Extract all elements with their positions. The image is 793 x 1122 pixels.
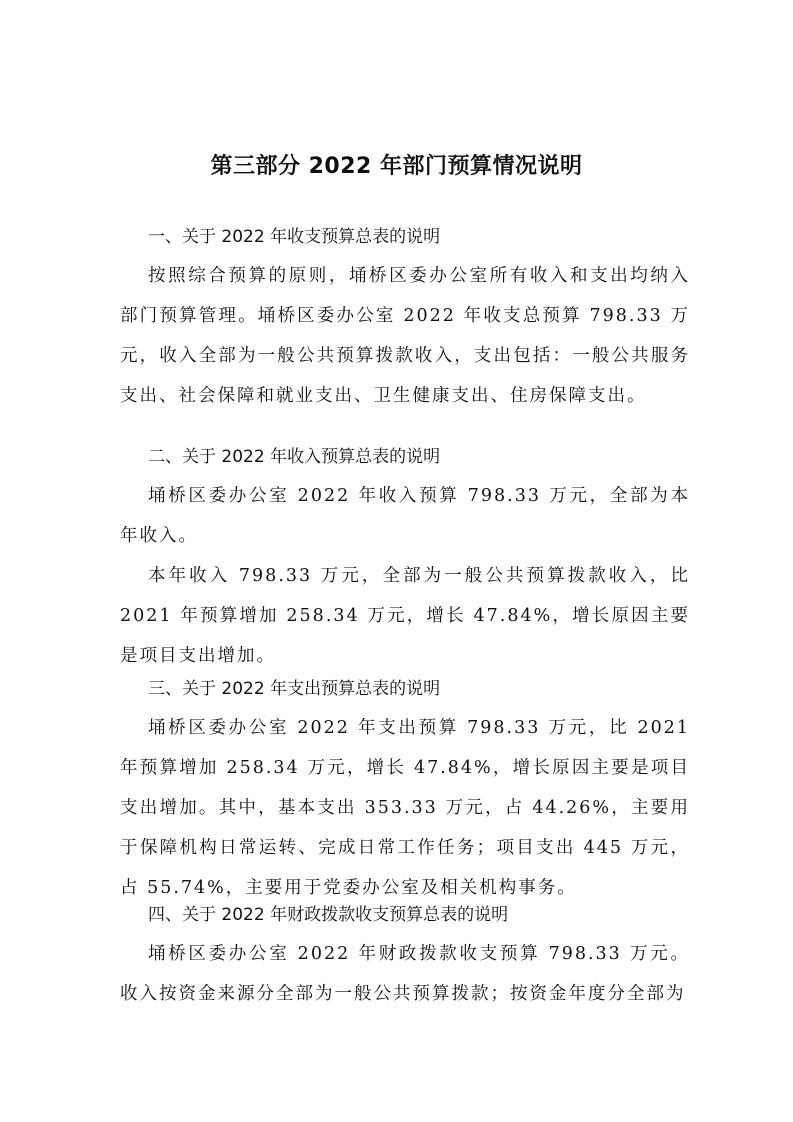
- section-income-summary: [120, 444, 690, 676]
- section-heading: 四、关于 2022 年财政拨款收支预算总表的说明: [148, 905, 509, 925]
- section-paragraph: 埇桥区委办公室 2022 年支出预算 798.33 万元，比 2021 年预算增加 258.34 万元，增长 47.84%，增长原因主要是项目支出增加。其中，基本支出 353.33 万元，占 44.26%，主要用于保障机构日常运转、完成日常工作任务；项目支出 445 万元，占 55.74%，主要用于党委办公室及相关机构事务。: [120, 718, 690, 898]
- section-income-expenditure-summary: [120, 224, 690, 416]
- section-paragraph: 埇桥区委办公室 2022 年财政拨款收支预算 798.33 万元。收入按资金来源分全部为一般公共预算拨款；按资金年度分全部为: [120, 944, 690, 1004]
- section-fiscal-allocation-summary: [120, 902, 690, 1014]
- section-expenditure-summary: [120, 676, 690, 908]
- section-heading: 一、关于 2022 年收支预算总表的说明: [148, 227, 441, 247]
- section-heading: 三、关于 2022 年支出预算总表的说明: [148, 679, 441, 699]
- section-paragraph: 本年收入 798.33 万元，全部为一般公共预算拨款收入，比 2021 年预算增加 258.34 万元，增长 47.84%，增长原因主要是项目支出增加。: [120, 566, 690, 666]
- section-heading: 二、关于 2022 年收入预算总表的说明: [148, 447, 441, 467]
- page-title: 第三部分 2022 年部门预算情况说明: [210, 154, 583, 179]
- section-paragraph: 埇桥区委办公室 2022 年收入预算 798.33 万元，全部为本年收入。: [120, 486, 690, 546]
- section-paragraph: 按照综合预算的原则，埇桥区委办公室所有收入和支出均纳入部门预算管理。埇桥区委办公室 2022 年收支总预算 798.33 万元，收入全部为一般公共预算拨款收入，支出包括：一般公共服务支出、社会保障和就业支出、卫生健康支出、住房保障支出。: [120, 266, 690, 406]
